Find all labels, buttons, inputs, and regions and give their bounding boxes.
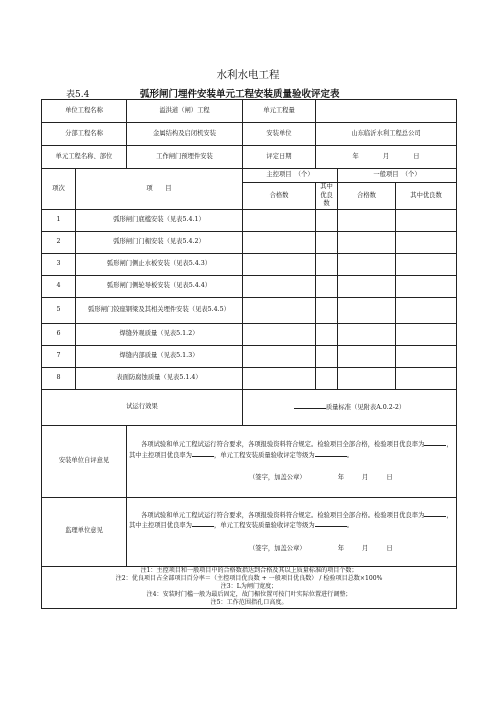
main-excellent-cell bbox=[316, 209, 338, 231]
item-name: 弧形闸门铰座钢梁及其相关埋件安装（见表5.4.5） bbox=[76, 297, 243, 323]
item-no: 2 bbox=[42, 231, 76, 253]
self-eval-text-2: ，其中主控项目优良率为 bbox=[129, 441, 453, 459]
item-name: 弧形闸门侧轮导板安装（见表5.4.4） bbox=[76, 275, 243, 297]
table-number: 表5.4 bbox=[66, 90, 90, 100]
grade-blank bbox=[315, 520, 347, 527]
sign-year: 年 bbox=[337, 544, 344, 552]
self-eval-row bbox=[42, 425, 457, 497]
item-row bbox=[42, 231, 457, 253]
signature-label: （签字，加盖公章） bbox=[249, 474, 306, 482]
self-eval-signature bbox=[129, 474, 454, 483]
evaluation-form-table bbox=[41, 99, 457, 609]
general-excellent-cell bbox=[396, 367, 457, 389]
general-qualified-cell bbox=[338, 275, 396, 297]
main-items-header: 主控项目 （个） bbox=[243, 169, 338, 183]
general-excellent-cell bbox=[396, 209, 457, 231]
excellent-rate-blank bbox=[424, 439, 446, 446]
note-1: 注1：主控项目和一般项目中的合格数指达到合格及其以上质量标准的项目个数； bbox=[140, 566, 358, 574]
eval-month: 月 bbox=[382, 152, 390, 160]
item-name: 表面防腐蚀质量（见表5.1.4） bbox=[76, 367, 243, 389]
main-excellent-rate-blank bbox=[192, 520, 214, 527]
element-qty-value bbox=[316, 100, 457, 123]
info-row-1 bbox=[42, 100, 457, 123]
main-excellent-cell bbox=[316, 275, 338, 297]
notes-row bbox=[42, 566, 457, 608]
self-eval-content bbox=[127, 425, 457, 497]
general-excellent-cell bbox=[396, 253, 457, 275]
general-qualified-cell bbox=[338, 209, 396, 231]
general-qualified-cell bbox=[338, 345, 396, 367]
excellent-rate-blank bbox=[424, 510, 446, 517]
supervisor-text-3: ，单元工程安装质量验收评定等级为 bbox=[213, 522, 315, 530]
seq-header: 项次 bbox=[42, 169, 76, 210]
general-excellent-cell bbox=[396, 231, 457, 253]
general-qualified-cell bbox=[338, 323, 396, 345]
item-row bbox=[42, 297, 457, 323]
item-row bbox=[42, 253, 457, 275]
trial-standard-text: 质量标准（见附表A.0.2-2） bbox=[325, 403, 406, 411]
item-no: 7 bbox=[42, 345, 76, 367]
main-excellent-cell bbox=[316, 367, 338, 389]
note-3: 注3：L为闸门宽度； bbox=[220, 582, 278, 590]
self-eval-label: 安装单位自评意见 bbox=[42, 425, 127, 497]
eval-year: 年 bbox=[352, 152, 359, 160]
install-unit-label: 安装单位 bbox=[243, 123, 316, 146]
main-qualified-cell bbox=[243, 209, 316, 231]
trial-run-label: 试运行效果 bbox=[42, 389, 243, 425]
main-excellent-cell bbox=[316, 297, 338, 323]
trial-run-row bbox=[42, 389, 457, 425]
item-name: 弧形闸门门楣安装（见表5.4.2） bbox=[76, 231, 243, 253]
install-unit-value: 山东临沂水利工程总公司 bbox=[316, 123, 457, 146]
general-excellent-cell bbox=[396, 345, 457, 367]
supervisor-text-1: 各项试验和单元工程试运行符合要求，各项报验资料符合规定。检验项目全部合格。检验项目优良率为 bbox=[141, 511, 425, 519]
self-eval-text-1: 各项试验和单元工程试运行符合要求，各项报验资料符合规定。检验项目全部合格，检验项目优良率为 bbox=[141, 441, 425, 449]
main-excellent-cell bbox=[316, 231, 338, 253]
element-qty-label: 单元工程量 bbox=[243, 100, 316, 123]
supervisor-signature bbox=[129, 545, 454, 554]
item-no: 8 bbox=[42, 367, 76, 389]
main-qualified-cell bbox=[243, 275, 316, 297]
sign-month: 月 bbox=[362, 544, 369, 552]
item-row bbox=[42, 345, 457, 367]
main-qualified-header: 合格数 bbox=[243, 183, 316, 210]
item-row bbox=[42, 367, 457, 389]
item-no: 1 bbox=[42, 209, 76, 231]
element-name-value: 工作闸门预埋件安装 bbox=[127, 146, 243, 169]
main-qualified-cell bbox=[243, 345, 316, 367]
supervisor-content bbox=[127, 497, 457, 566]
eval-date-label: 评定日期 bbox=[243, 146, 316, 169]
sign-day: 日 bbox=[386, 474, 393, 482]
main-qualified-cell bbox=[243, 297, 316, 323]
notes bbox=[42, 566, 457, 608]
document-title: 水利水电工程 bbox=[216, 69, 280, 81]
note-4: 注4：安装时门槛一般为最后固定，故门楣位置可按门叶实际位置进行调整； bbox=[146, 591, 352, 599]
grade-blank bbox=[315, 450, 347, 457]
self-eval-text-4: 。 bbox=[346, 451, 354, 459]
eval-date-value bbox=[316, 146, 457, 169]
supervisor-text-4: 。 bbox=[346, 522, 354, 530]
supervisor-label: 监理单位意见 bbox=[42, 497, 127, 566]
self-eval-text bbox=[129, 439, 454, 460]
item-header: 项 目 bbox=[76, 169, 243, 210]
main-qualified-cell bbox=[243, 253, 316, 275]
subproject-label: 分部工程名称 bbox=[42, 123, 127, 146]
general-qualified-cell bbox=[338, 297, 396, 323]
self-eval-text-3: ，单元工程安装质量验收评定等级为 bbox=[213, 451, 315, 459]
general-qualified-cell bbox=[338, 253, 396, 275]
general-qualified-cell bbox=[338, 231, 396, 253]
item-name: 焊缝内部质量（见表5.1.3） bbox=[76, 345, 243, 367]
signature-label: （签字，加盖公章） bbox=[249, 544, 306, 552]
item-row bbox=[42, 209, 457, 231]
trial-standard-blank bbox=[294, 402, 326, 409]
main-excellent-cell bbox=[316, 253, 338, 275]
unit-project-value: 溢洪道（闸）工程 bbox=[127, 100, 243, 123]
item-no: 3 bbox=[42, 253, 76, 275]
supervisor-row bbox=[42, 497, 457, 566]
trial-run-standard bbox=[243, 389, 457, 425]
general-excellent-cell bbox=[396, 275, 457, 297]
unit-project-label: 单位工程名称 bbox=[42, 100, 127, 123]
form-title: 弧形闸门埋件安装单元工程安装质量验收评定表 bbox=[140, 89, 340, 100]
main-excellent-header: 其中优良数 bbox=[316, 183, 338, 210]
general-excellent-cell bbox=[396, 323, 457, 345]
general-excellent-cell bbox=[396, 297, 457, 323]
note-2: 注2：优良项目占全部项目百分率＝（主控项目优良数 + 一般项目优良数） / 检验项目总数×100% bbox=[115, 574, 383, 582]
general-excellent-header: 其中优良数 bbox=[396, 183, 457, 210]
general-items-header: 一般项目 （个） bbox=[338, 169, 457, 183]
supervisor-text bbox=[129, 510, 454, 531]
item-no: 5 bbox=[42, 297, 76, 323]
item-no: 6 bbox=[42, 323, 76, 345]
main-excellent-rate-blank bbox=[192, 450, 214, 457]
item-name: 弧形闸门侧止水板安装（见表5.4.3） bbox=[76, 253, 243, 275]
eval-day: 日 bbox=[413, 152, 420, 160]
info-row-3 bbox=[42, 146, 457, 169]
info-row-2 bbox=[42, 123, 457, 146]
main-excellent-cell bbox=[316, 323, 338, 345]
note-5: 注5：工作范围指孔口高度。 bbox=[210, 599, 288, 607]
grid-header-row-1 bbox=[42, 169, 457, 183]
sign-month: 月 bbox=[362, 474, 369, 482]
main-qualified-cell bbox=[243, 367, 316, 389]
item-name: 弧形闸门底槛安装（见表5.4.1） bbox=[76, 209, 243, 231]
sign-year: 年 bbox=[337, 474, 344, 482]
item-row bbox=[42, 275, 457, 297]
supervisor-text-2: ，其中主控项目优良率为 bbox=[129, 511, 453, 530]
main-qualified-cell bbox=[243, 323, 316, 345]
general-qualified-header: 合格数 bbox=[338, 183, 396, 210]
main-excellent-cell bbox=[316, 345, 338, 367]
item-no: 4 bbox=[42, 275, 76, 297]
item-row bbox=[42, 323, 457, 345]
item-name: 焊缝外观质量（见表5.1.2） bbox=[76, 323, 243, 345]
subproject-value: 金属结构及启闭机安装 bbox=[127, 123, 243, 146]
main-qualified-cell bbox=[243, 231, 316, 253]
sign-day: 日 bbox=[386, 544, 393, 552]
general-qualified-cell bbox=[338, 367, 396, 389]
element-name-label: 单元工程名称、部位 bbox=[42, 146, 127, 169]
